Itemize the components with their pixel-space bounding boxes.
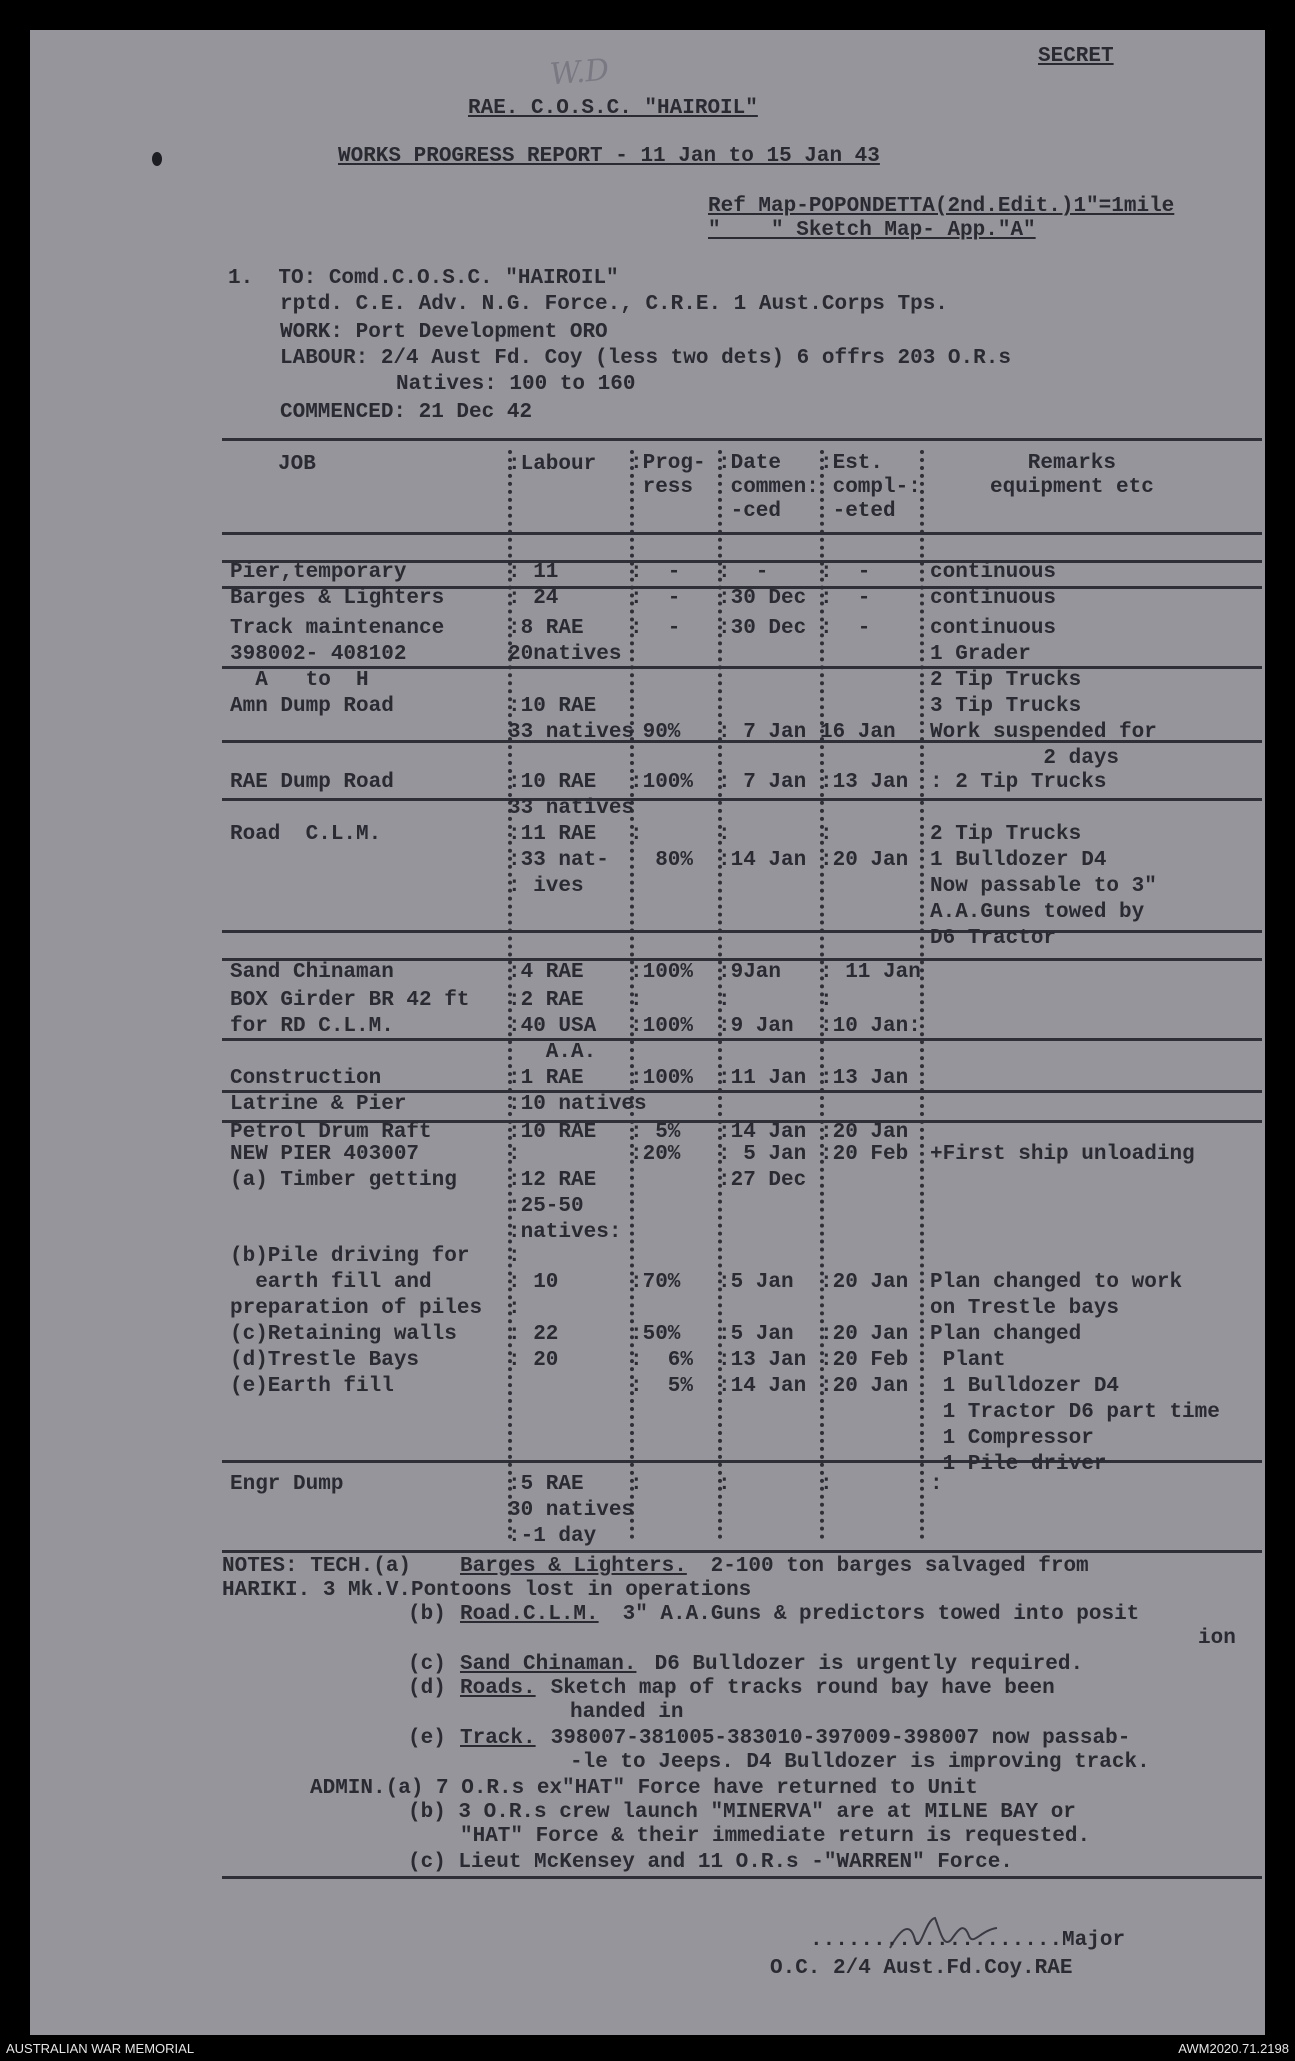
table-cell-prog: :20% [630,1143,681,1166]
natives-line: Natives: 100 to 160 [396,373,636,396]
table-cell-prog: :70% :50% : 6% : 5% [630,1271,694,1398]
table-cell-date: : :9 Jan [718,989,794,1038]
table-cell-date: :14 Jan [718,1121,807,1144]
signature-title: O.C. 2/4 Aust.Fd.Coy.RAE [770,1957,1073,1980]
note-b-text: 3" A.A.Guns & predictors towed into posit [610,1603,1140,1626]
table-cell-job: (b)Pile driving for earth fill and preparation of piles (c)Retaining walls (d)Trestle Bays (e)Earth fill [230,1245,483,1398]
table-cell-est: :20 Feb [820,1143,909,1166]
table-cell-date: :5 Jan :5 Jan :13 Jan :14 Jan [718,1271,807,1398]
table-cell-prog: : 5% [630,1121,681,1144]
table-cell-prog: : - [630,587,681,610]
table-cell-date: : 7 Jan [718,771,807,794]
note-a-title: Barges & Lighters. [460,1555,687,1578]
table-cell-job: Sand Chinaman [230,961,394,984]
table-cell-job: Road C.L.M. [230,823,382,846]
table-cell-remarks: : [930,1473,943,1496]
table-cell-remarks: continuous 1 Grader 2 Tip Trucks [930,617,1082,692]
note-e-label: (e) [408,1727,446,1750]
reference-map-1: Ref Map-POPONDETTA(2nd.Edit.)1"=1mile [708,195,1175,218]
labour-line: LABOUR: 2/4 Aust Fd. Coy (less two dets) 6 offrs 203 O.R.s [280,347,1011,370]
table-cell-job: Construction Latrine & Pier [230,1067,407,1116]
table-cell-remarks: +First ship unloading [930,1143,1195,1166]
classification-label: SECRET [1038,45,1114,68]
reference-map-2: " " Sketch Map- App."A" [708,219,1036,242]
table-cell-job: Amn Dump Road [230,695,394,718]
table-cell-est: : :20 Jan [820,823,909,872]
table-cell-labour: :10 RAE 33 natives [508,695,635,744]
table-cell-est: : [820,1473,833,1496]
note-d-title: Roads. [460,1677,536,1700]
table-cell-job: Barges & Lighters [230,587,445,610]
table-bottom-rule [222,1550,1262,1553]
table-cell-prog: : [630,1473,643,1496]
note-b-title: Road.C.L.M. [460,1603,599,1626]
table-cell-est: : :10 Jan: [820,989,921,1038]
document-subtitle: WORKS PROGRESS REPORT - 11 Jan to 15 Jan 43 [338,145,880,168]
to-line: 1. TO: Comd.C.O.S.C. "HAIROIL" [228,267,619,290]
note-c-text: D6 Bulldozer is urgently required. [642,1653,1084,1676]
notes-bottom-rule [222,1876,1262,1879]
row-rule [222,798,1262,801]
table-cell-labour: :5 RAE 30 natives :-1 day [508,1473,635,1548]
table-cell-job: NEW PIER 403007 (a) Timber getting [230,1143,457,1192]
note-e-text: 398007-381005-383010-397009-398007 now passab- [538,1727,1131,1750]
table-cell-est: : - [820,587,871,610]
table-cell-date: :30 Dec [718,617,807,640]
signature-line: ....................Major [810,1929,1126,1952]
table-cell-est: :20 Jan [820,1121,909,1144]
header-est-completed: :Est. compl-: -eted [820,452,921,523]
header-remarks: Remarks equipment etc [990,452,1154,499]
admin-note-b2: "HAT" Force & their immediate return is requested. [460,1825,1091,1848]
table-cell-remarks: : 2 Tip Trucks [930,771,1107,794]
table-cell-job: RAE Dump Road [230,771,394,794]
table-cell-labour: : :12 RAE :25-50 :natives: [508,1143,622,1244]
table-cell-date: :11 Jan [718,1067,807,1090]
work-line: WORK: Port Development ORO [280,321,608,344]
punch-hole [152,152,162,166]
note-b-text2: ion [1198,1627,1236,1650]
table-cell-labour: :2 RAE :40 USA A.A. [508,989,597,1064]
table-cell-job: Pier,temporary [230,561,407,584]
table-cell-prog: :100% [630,1067,694,1090]
header-date-commenced: :Date commen: -ced [718,452,819,523]
table-cell-job: Track maintenance 398002- 408102 A to H [230,617,445,692]
handwritten-mark: W.D [548,52,611,93]
footer-right: AWM2020.71.2198 [1178,2041,1289,2056]
table-cell-date: :30 Dec [718,587,807,610]
table-cell-job: BOX Girder BR 42 ft for RD C.L.M. [230,989,470,1038]
table-cell-labour: :11 RAE :33 nat- : ives [508,823,609,898]
table-cell-est: :20 Jan :20 Jan :20 Feb :20 Jan [820,1271,909,1398]
note-e-text2: -le to Jeeps. D4 Bulldozer is improving track. [570,1751,1150,1774]
table-cell-labour: :10 RAE 33 natives [508,771,635,820]
table-cell-remarks: 2 Tip Trucks 1 Bulldozer D4 Now passable to 3" A.A.Guns towed by D6 Tractor [930,823,1157,950]
table-cell-prog: : 80% [630,823,694,872]
admin-note-c: (c) Lieut McKensey and 11 O.R.s -"WARREN" Force. [408,1851,1013,1874]
table-cell-prog: :100% [630,771,694,794]
admin-note-a: ADMIN.(a) 7 O.R.s ex"HAT" Force have returned to Unit [310,1777,978,1800]
table-top-rule [222,438,1262,441]
table-cell-prog: :100% [630,961,694,984]
footer-left: AUSTRALIAN WAR MEMORIAL [6,2041,195,2056]
table-cell-job: Engr Dump [230,1473,344,1496]
note-d-label: (d) [408,1677,446,1700]
table-cell-remarks: Plan changed to work on Trestle bays Plan changed Plant 1 Bulldozer D4 1 Tractor D6 part time 1 Compressor 1 Pile driver [930,1271,1220,1476]
note-d-text: Sketch map of tracks round bay have been [538,1677,1055,1700]
table-cell-prog: : - [630,561,681,584]
document-page [30,30,1265,2035]
table-cell-labour: :4 RAE [508,961,584,984]
admin-note-b: (b) 3 O.R.s crew launch "MINERVA" are at MILNE BAY or [408,1801,1076,1824]
note-b-label: (b) [408,1603,446,1626]
table-cell-date: : - [718,561,769,584]
table-cell-date: :9Jan [718,961,782,984]
table-cell-est: 16 Jan [820,721,896,744]
table-cell-est: :13 Jan [820,771,909,794]
table-cell-date: : [718,1473,731,1496]
table-cell-labour: :10 RAE [508,1121,597,1144]
table-cell-labour: :1 RAE :10 natives [508,1067,647,1116]
note-e-title: Track. [460,1727,536,1750]
table-cell-job: Petrol Drum Raft [230,1121,432,1144]
table-cell-remarks: continuous [930,561,1057,584]
note-d-text2: handed in [570,1701,684,1724]
table-cell-est: : 11 Jan [820,961,921,984]
table-cell-date: : 5 Jan :27 Dec [718,1143,807,1192]
rptd-line: rptd. C.E. Adv. N.G. Force., C.R.E. 1 Aust.Corps Tps. [280,293,948,316]
table-cell-remarks: continuous [930,587,1057,610]
note-c-title: Sand Chinaman. [460,1653,637,1676]
table-cell-est: : - [820,617,871,640]
table-cell-labour: : 24 [508,587,559,610]
header-bottom-rule [222,532,1262,535]
table-cell-labour: : : 10 : : 22 : 20 [508,1245,559,1372]
table-cell-date: : 7 Jan [718,721,807,744]
table-cell-est: : - [820,561,871,584]
archive-footer [0,2035,1295,2061]
document-title: RAE. C.O.S.C. "HAIROIL" [468,97,758,120]
table-cell-prog: : :100% [630,989,694,1038]
table-cell-remarks: 3 Tip Trucks Work suspended for 2 days [930,695,1157,770]
note-a-text: 2-100 ton barges salvaged from [698,1555,1089,1578]
header-labour: :Labour [508,453,597,476]
header-job: JOB [278,453,316,476]
notes-label: NOTES: TECH.(a) [222,1555,412,1578]
table-cell-date: : :14 Jan [718,823,807,872]
note-c-label: (c) [408,1653,446,1676]
table-cell-labour: : 11 [508,561,559,584]
table-cell-est: :13 Jan [820,1067,909,1090]
table-cell-prog: : - [630,617,681,640]
note-a-text2: HARIKI. 3 Mk.V.Pontoons lost in operations [222,1579,752,1602]
table-cell-labour: :8 RAE 20natives [508,617,622,666]
table-cell-prog: 90% [642,721,681,744]
header-progress: :Prog- ress [630,452,706,499]
commenced-line: COMMENCED: 21 Dec 42 [280,401,533,424]
